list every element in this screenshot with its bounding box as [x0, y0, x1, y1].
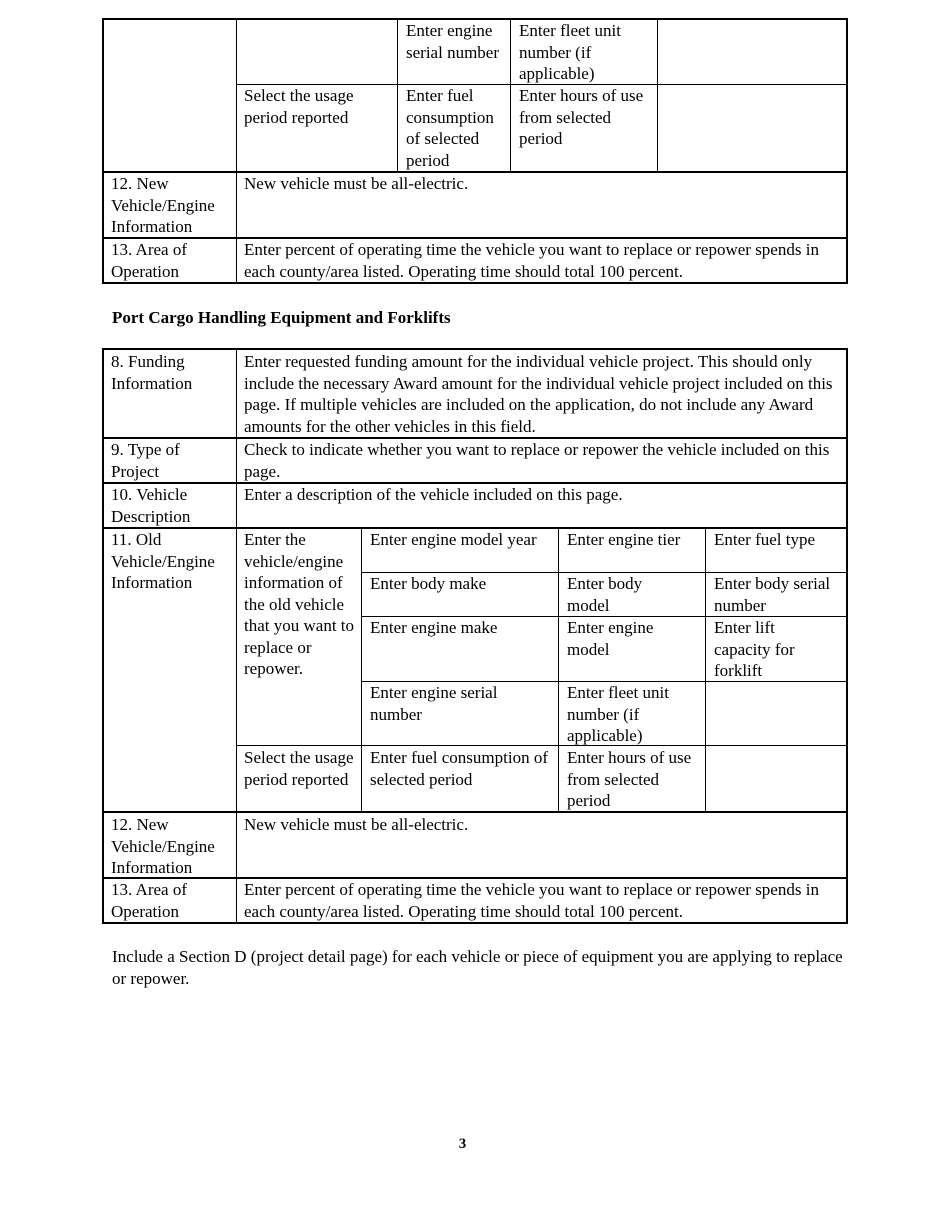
t1-row12-label: 12. New Vehicle/Engine Information [111, 174, 215, 236]
t2-row9-label: 9. Type of Project [111, 440, 180, 481]
t1-row12-text: New vehicle must be all-electric. [244, 174, 469, 193]
t2-fuel-consumption: Enter fuel consumption of selected period [370, 748, 548, 789]
footer-note: Include a Section D (project detail page) for each vehicle or piece of equipment you are applying to replace or repower. [112, 947, 843, 988]
t2-row11-label: 11. Old Vehicle/Engine Information [111, 530, 215, 592]
t2-row8-text: Enter requested funding amount for the individual vehicle project. This should only include the necessary Award amount for the individual vehicle project included on this page. If multiple vehicles are included on the application, do not include any Award amounts for the other vehicles in this field. [244, 352, 833, 436]
t1-fuel-consumption: Enter fuel consumption of selected period [406, 86, 494, 170]
t2-row10-label: 10. Vehicle Description [111, 485, 191, 526]
t2-engine-model-year: Enter engine model year [370, 530, 537, 549]
t2-fuel-type: Enter fuel type [714, 530, 816, 549]
t2-row13-label: 13. Area of Operation [111, 880, 188, 921]
t1-fleet-unit: Enter fleet unit number (if applicable) [519, 21, 621, 83]
t2-body-serial: Enter body serial number [714, 574, 831, 615]
t1-engine-serial: Enter engine serial number [406, 21, 499, 62]
t2-usage-period: Select the usage period reported [244, 748, 354, 789]
t2-row10-text: Enter a description of the vehicle included on this page. [244, 485, 623, 504]
t2-hours-of-use: Enter hours of use from selected period [567, 748, 692, 810]
t2-body-make: Enter body make [370, 574, 487, 593]
t1-usage-period: Select the usage period reported [244, 86, 354, 127]
page-number: 3 [458, 1136, 467, 1152]
t1-row13-text: Enter percent of operating time the vehicle you want to replace or repower spends in each county/area listed. Operating time should total 100 percent. [244, 240, 819, 281]
t1-row13-label: 13. Area of Operation [111, 240, 188, 281]
t1-hours-of-use: Enter hours of use from selected period [519, 86, 644, 148]
t2-engine-tier: Enter engine tier [567, 530, 681, 549]
t2-engine-model: Enter engine model [567, 618, 654, 659]
section-heading: Port Cargo Handling Equipment and Forklifts [112, 308, 451, 327]
t2-row12-label: 12. New Vehicle/Engine Information [111, 815, 215, 877]
t2-row13-text: Enter percent of operating time the vehicle you want to replace or repower spends in each county/area listed. Operating time should total 100 percent. [244, 880, 819, 921]
t2-row9-text: Check to indicate whether you want to replace or repower the vehicle included on this page. [244, 440, 830, 481]
t2-row11-intro: Enter the vehicle/engine information of the old vehicle that you want to replace or repower. [244, 530, 355, 678]
t2-row12-text: New vehicle must be all-electric. [244, 815, 469, 834]
t2-engine-serial: Enter engine serial number [370, 683, 498, 724]
t2-engine-make: Enter engine make [370, 618, 498, 637]
t2-fleet-unit: Enter fleet unit number (if applicable) [567, 683, 669, 745]
t2-lift-capacity: Enter lift capacity for forklift [714, 618, 795, 680]
t2-row8-label: 8. Funding Information [111, 352, 193, 393]
t2-body-model: Enter body model [567, 574, 643, 615]
